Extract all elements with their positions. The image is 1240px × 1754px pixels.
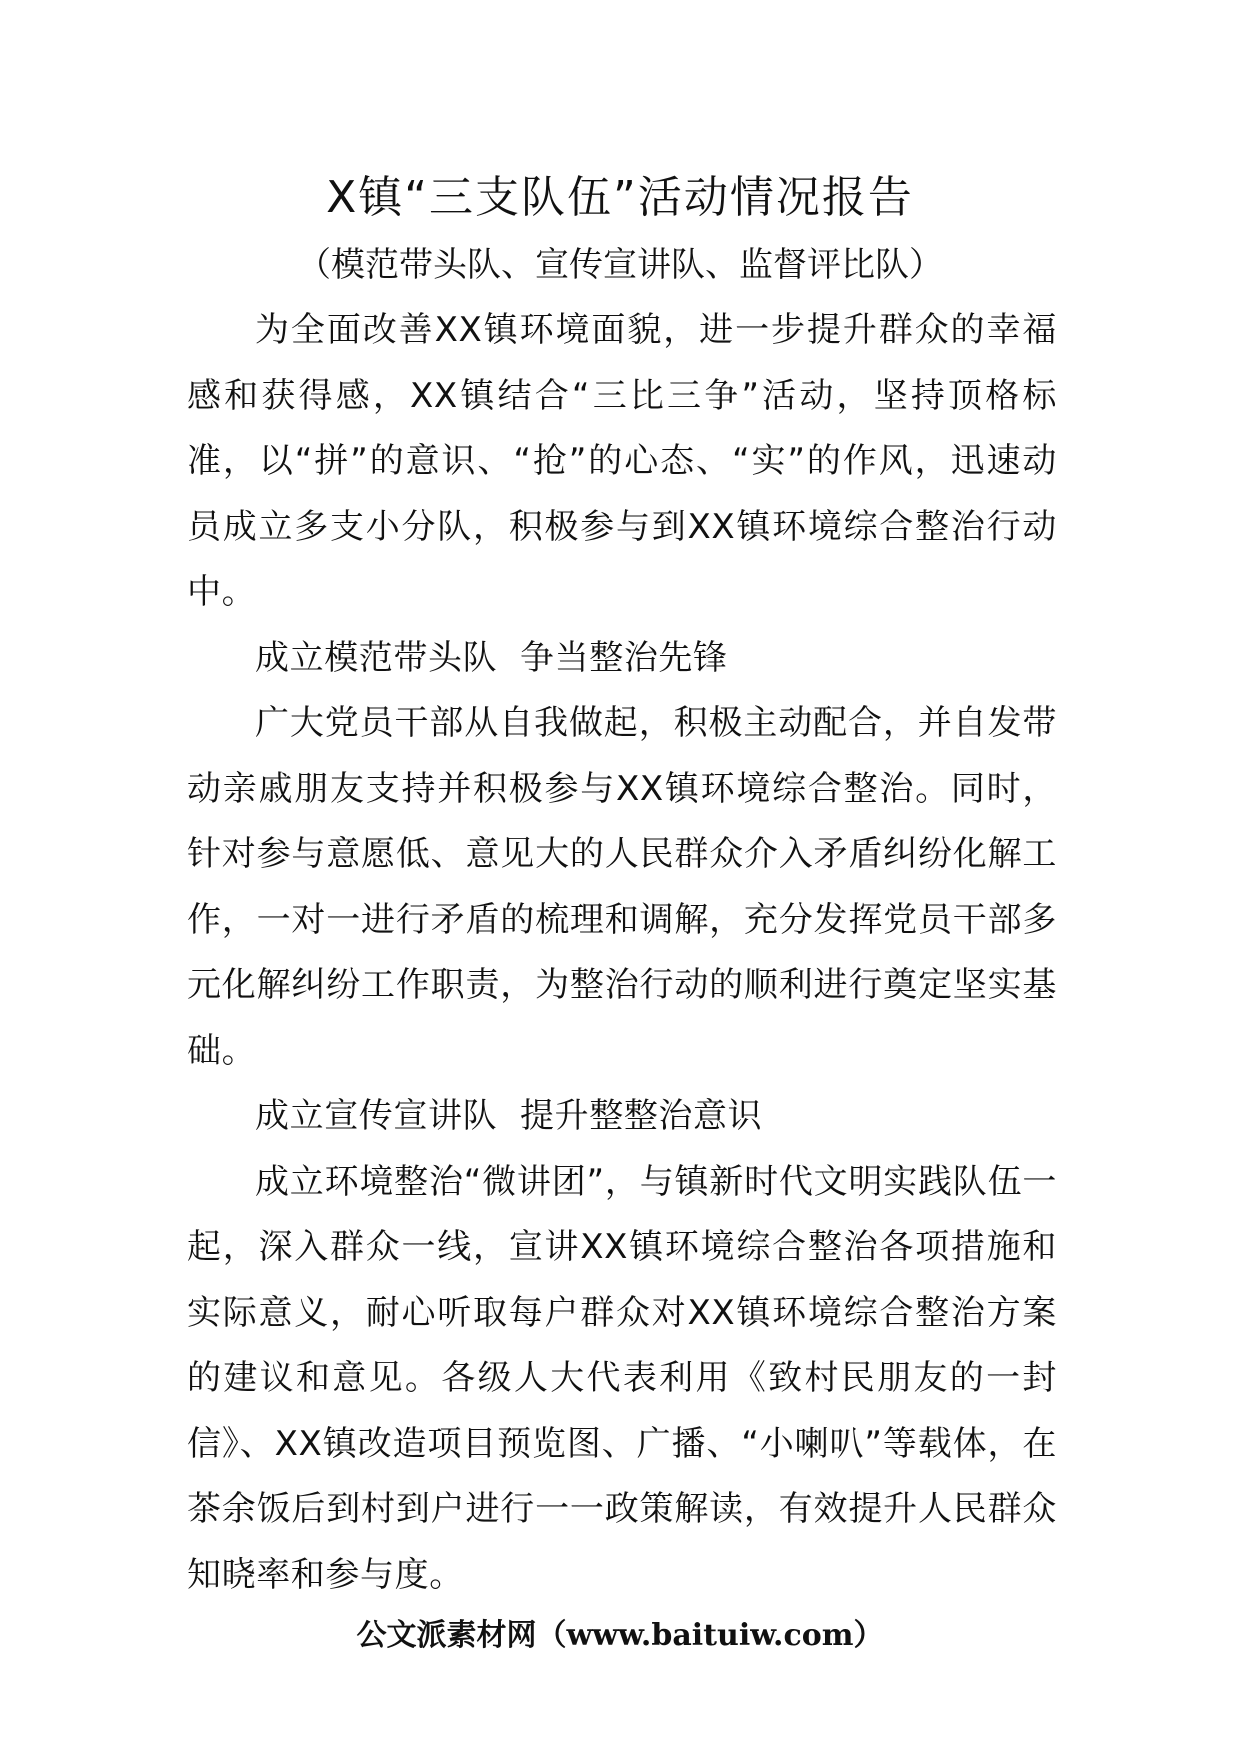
intro-paragraph: 为全面改善XX镇环境面貌，进一步提升群众的幸福感和获得感，XX镇结合“三比三争”活动，坚持顶格标准，以“拼”的意识、“抢”的心态、“实”的作风，迅速动员成立多支小分队，积极参与到XX镇环境综合整治行动中。: [187, 310, 1057, 612]
document-title: X镇“三支队伍”活动情况报告: [326, 172, 914, 223]
document-body: [187, 298, 1057, 1608]
section-heading-publicity-team: 成立宣传宣讲队 提升整整治意识: [255, 1096, 763, 1136]
document-subtitle: （模范带头队、宣传宣讲队、监督评比队）: [297, 245, 943, 285]
section-paragraph-publicity-team: 成立环境整治“微讲团”，与镇新时代文明实践队伍一起，深入群众一线，宣讲XX镇环境综合整治各项措施和实际意义，耐心听取每户群众对XX镇环境综合整治方案的建议和意见。各级人大代表利用《致村民朋友的一封信》、XX镇改造项目预览图、广播、“小喇叭”等载体，在茶余饭后到村到户进行一一政策解读，有效提升人民群众知晓率和参与度。: [187, 1161, 1057, 1595]
section-paragraph-model-team: 广大党员干部从自我做起，积极主动配合，并自发带动亲戚朋友支持并积极参与XX镇环境综合整治。同时，针对参与意愿低、意见大的人民群众介入矛盾纠纷化解工作，一对一进行矛盾的梳理和调解，充分发挥党员干部多元化解纠纷工作职责，为整治行动的顺利进行奠定坚实基础。: [187, 703, 1057, 1071]
footer-source: 公文派素材网（www.baituiw.com）: [356, 1618, 884, 1653]
section-heading-model-team: 成立模范带头队 争当整治先锋: [255, 637, 728, 678]
